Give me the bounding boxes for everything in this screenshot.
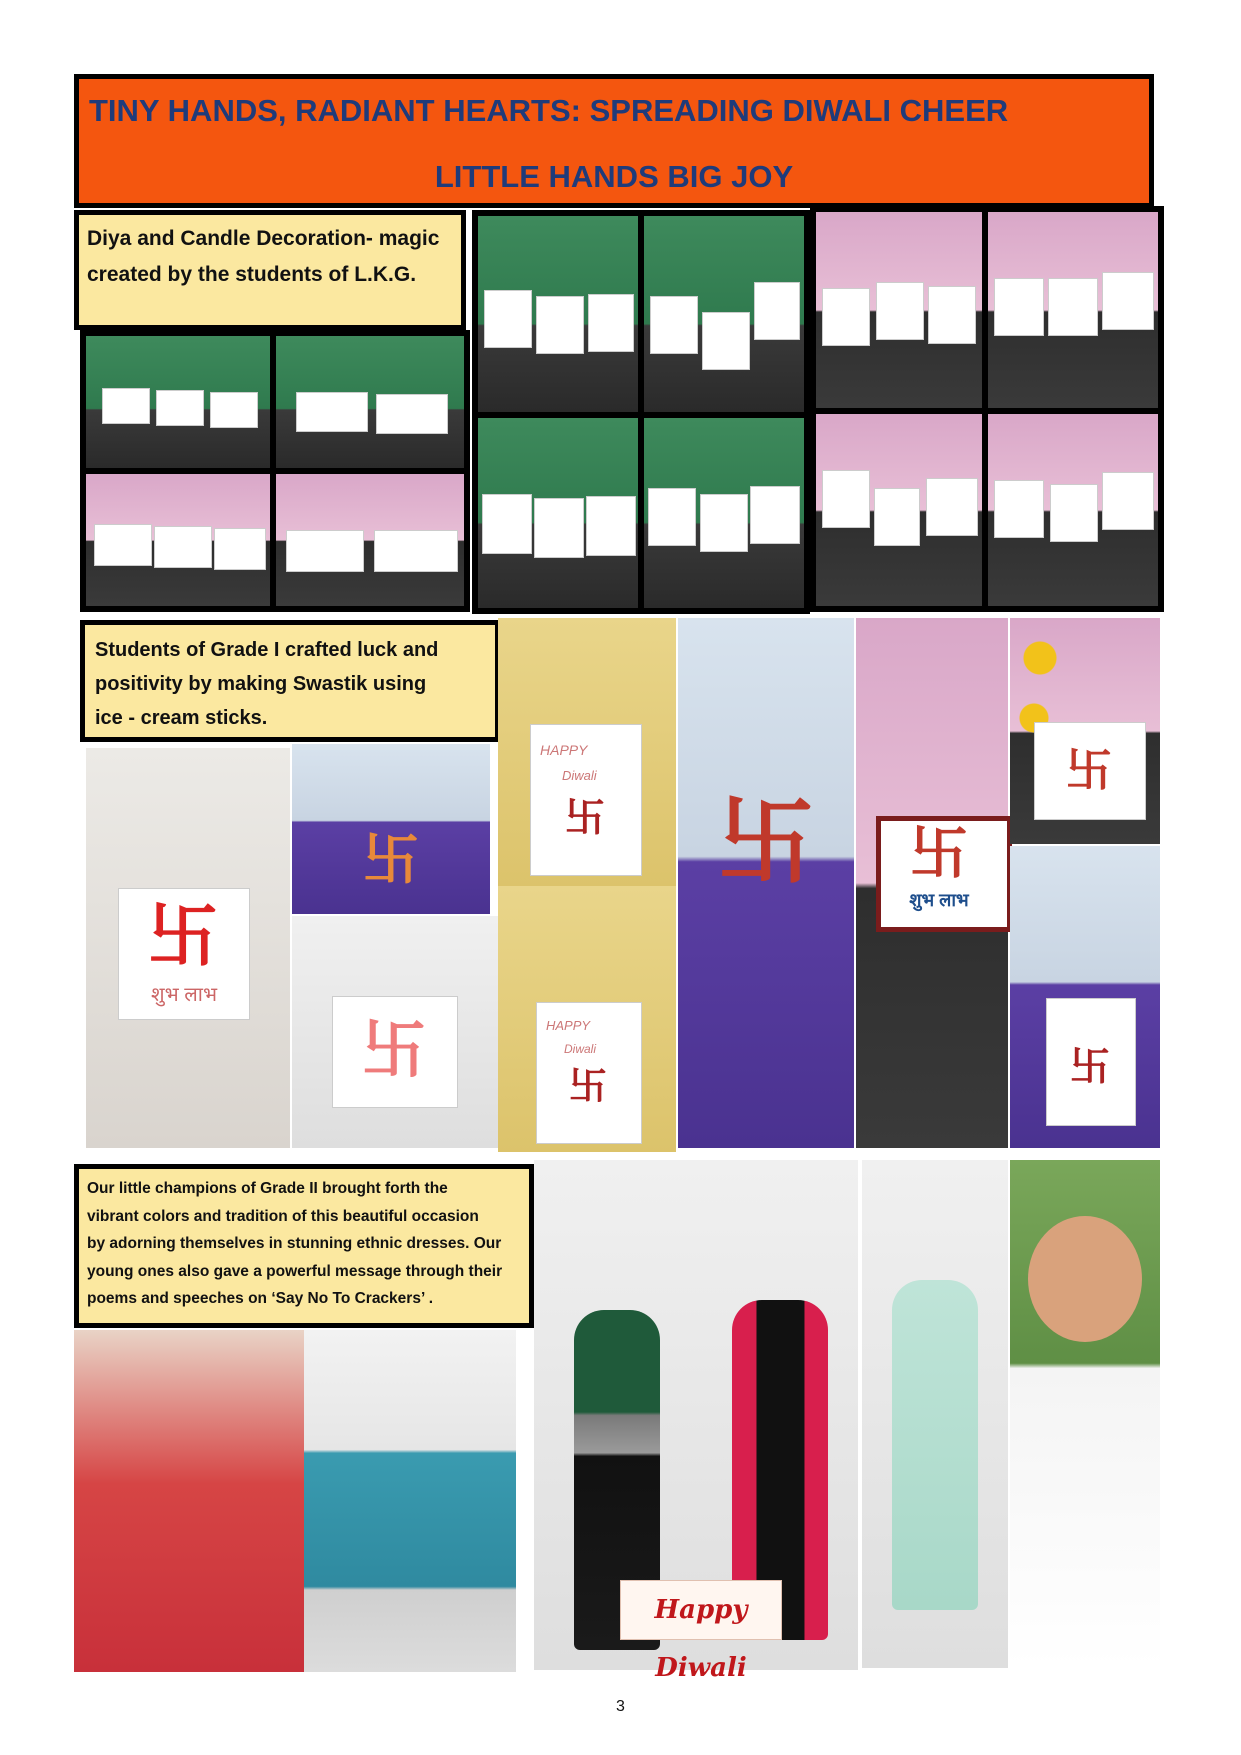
page-number: 3 bbox=[616, 1698, 625, 1715]
lkg-caption-line: created by the students of L.K.G. bbox=[87, 263, 417, 286]
grade1-caption-line: Students of Grade I crafted luck and bbox=[95, 639, 439, 661]
lkg-caption bbox=[74, 210, 466, 330]
lkg-photo-grid-right bbox=[810, 206, 1164, 612]
grade1-photo: HAPPY Diwali 卐 bbox=[498, 618, 676, 886]
grade2-caption-line: vibrant colors and tradition of this beautiful occasion bbox=[87, 1207, 479, 1225]
grade2-photo bbox=[304, 1330, 516, 1672]
lkg-photo bbox=[988, 414, 1158, 606]
happy-diwali-card-text: HAPPY bbox=[546, 1018, 591, 1033]
grade2-caption-line: young ones also gave a powerful message through their bbox=[87, 1262, 503, 1280]
grade2-caption-line: poems and speeches on ‘Say No To Crackers’ . bbox=[87, 1290, 434, 1307]
lkg-photo bbox=[644, 418, 804, 608]
lkg-photo-grid-middle bbox=[472, 210, 810, 614]
grade1-photo: 卐 bbox=[1010, 618, 1160, 844]
lkg-caption-line: Diya and Candle Decoration- magic bbox=[87, 227, 440, 250]
grade2-photo bbox=[654, 1160, 858, 1683]
lkg-photo bbox=[276, 336, 464, 468]
lkg-photo bbox=[644, 216, 804, 412]
lkg-photo bbox=[478, 418, 638, 608]
page-subtitle: LITTLE HANDS BIG JOY bbox=[434, 159, 794, 194]
grade2-photo bbox=[862, 1160, 1008, 1668]
happy-diwali-sign: Happy Diwali bbox=[620, 1580, 782, 1640]
lkg-photo bbox=[86, 474, 270, 606]
lkg-photo bbox=[816, 414, 982, 606]
shubh-labh-text: शुभ लाभ bbox=[150, 984, 218, 1006]
grade1-caption-line: positivity by making Swastik using bbox=[95, 673, 427, 695]
page-title: TINY HANDS, RADIANT HEARTS: SPREADING DIWALI CHEER bbox=[89, 93, 1009, 128]
grade1-photo: 卐 शुभ लाभ bbox=[86, 748, 290, 1148]
grade2-caption bbox=[74, 1164, 534, 1328]
lkg-photo bbox=[816, 212, 982, 408]
lkg-photo bbox=[988, 212, 1158, 408]
grade2-caption-line: Our little champions of Grade II brought forth the bbox=[87, 1180, 448, 1197]
happy-diwali-card-text: Diwali bbox=[564, 1042, 597, 1056]
lkg-photo-grid-left bbox=[80, 330, 470, 612]
grade1-photo: 卐 bbox=[1010, 846, 1160, 1148]
happy-diwali-card-text: Diwali bbox=[562, 768, 597, 783]
grade2-caption-line: by adorning themselves in stunning ethnic dresses. Our bbox=[87, 1235, 502, 1252]
grade1-caption bbox=[80, 620, 500, 742]
lkg-photo bbox=[86, 336, 270, 468]
grade1-photo: HAPPY Diwali 卐 bbox=[498, 886, 676, 1152]
grade1-photo: 卐 शुभ लाभ bbox=[856, 618, 1008, 1148]
grade1-photo: 卐 bbox=[292, 744, 490, 914]
happy-diwali-card-text: HAPPY bbox=[540, 742, 588, 758]
header-banner bbox=[74, 74, 1154, 208]
grade2-photo bbox=[1010, 1160, 1160, 1668]
grade1-photo: 卐 bbox=[678, 618, 854, 1148]
lkg-photo bbox=[478, 216, 638, 412]
grade2-photo bbox=[74, 1330, 304, 1672]
shubh-labh-text: शुभ लाभ bbox=[909, 890, 969, 910]
grade1-caption-line: ice - cream sticks. bbox=[95, 707, 268, 729]
grade1-photo: 卐 bbox=[292, 916, 498, 1148]
lkg-photo bbox=[276, 474, 464, 606]
